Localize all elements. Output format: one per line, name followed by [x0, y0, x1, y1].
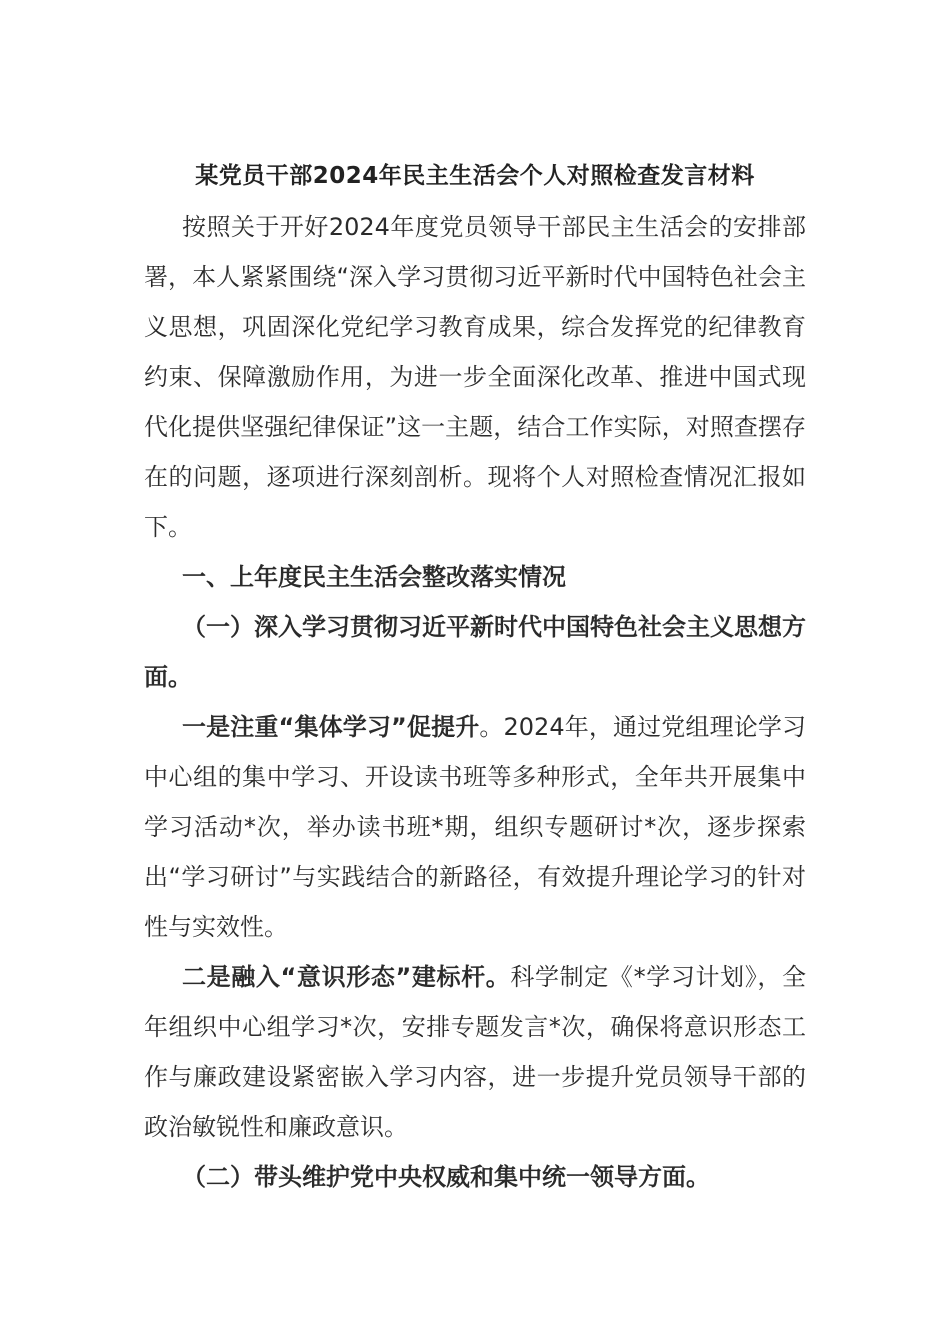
subsection-heading-1: （一）深入学习贯彻习近平新时代中国特色社会主义思想方面。	[144, 613, 806, 691]
point-body-1: 。2024年，通过党组理论学习中心组的集中学习、开设读书班等多种形式，全年共开展集中学习活动*次，举办读书班*期，组织专题研讨*次，逐步探索出“学习研讨”与实践结合的新路径，有效提升理论学习的针对性与实效性。	[144, 713, 806, 941]
section-heading-1: 一、上年度民主生活会整改落实情况	[182, 563, 566, 591]
intro-paragraph: 按照关于开好2024年度党员领导干部民主生活会的安排部署，本人紧紧围绕“深入学习贯彻习近平新时代中国特色社会主义思想，巩固深化党纪学习教育成果，综合发挥党的纪律教育约束、保障激励作用，为进一步全面深化改革、推进中国式现代化提供坚强纪律保证”这一主题，结合工作实际，对照查摆存在的问题，逐项进行深刻剖析。现将个人对照检查情况汇报如下。	[144, 213, 806, 541]
document-title: 某党员干部2024年民主生活会个人对照检查发言材料	[195, 163, 755, 189]
document-body	[144, 150, 806, 1202]
point-paragraph-2	[144, 952, 806, 1152]
point-body-2: 科学制定《*学习计划》，全年组织中心组学习*次，安排专题发言*次，确保将意识形态工作与廉政建设紧密嵌入学习内容，进一步提升党员领导干部的政治敏锐性和廉政意识。	[144, 963, 806, 1141]
point-lead-2: 二是融入“意识形态”建标杆。	[182, 963, 511, 991]
point-lead-1: 一是注重“集体学习”促提升	[182, 713, 480, 741]
subsection-heading-2: （二）带头维护党中央权威和集中统一领导方面。	[182, 1163, 710, 1191]
point-paragraph-1	[144, 702, 806, 952]
